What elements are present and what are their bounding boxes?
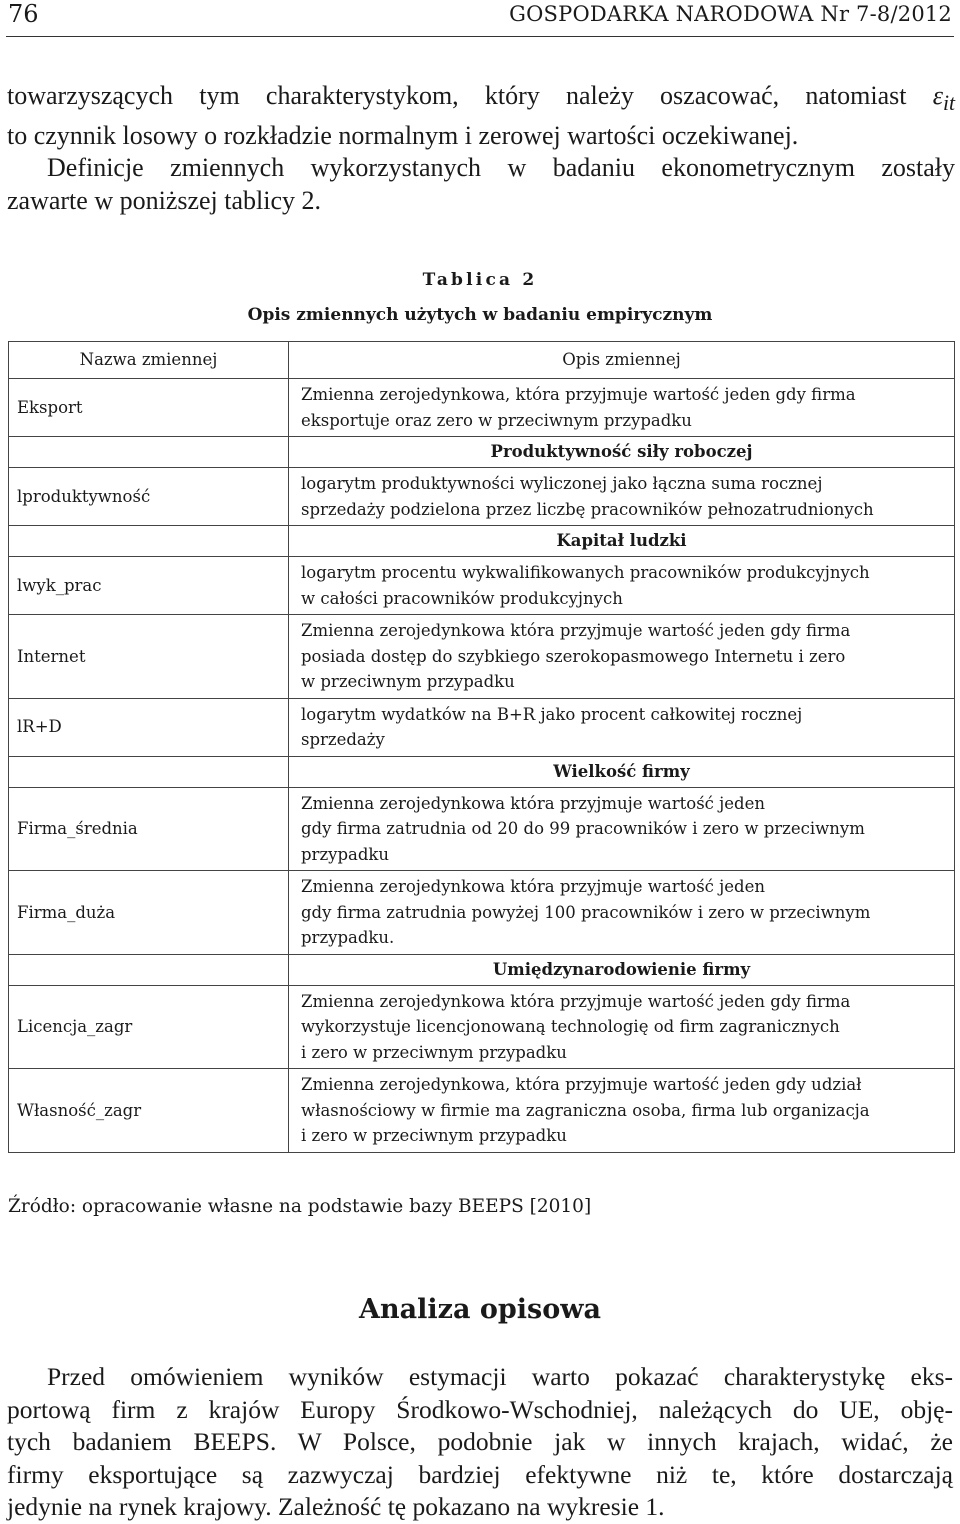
variable-name-cell: Internet [9, 615, 289, 699]
intro-line-4: zawarte w poniższej tablicy 2. [7, 185, 322, 215]
description-line: przypadku [301, 844, 390, 864]
col-header-desc: Opis zmiennej [289, 342, 955, 379]
section-empty-cell [9, 954, 289, 985]
table-section-row [9, 526, 955, 557]
description-line: Zmienna zerojedynkowa która przyjmuje wartość jeden [301, 877, 766, 896]
description-line: i zero w przeciwnym przypadku [301, 1126, 567, 1145]
section-heading-cell: Wielkość firmy [289, 756, 955, 787]
variable-name-cell: Własność_zagr [9, 1069, 289, 1153]
table-row [9, 557, 955, 615]
table-section-row [9, 954, 955, 985]
description-line: Zmienna zerojedynkowa która przyjmuje wartość jeden [301, 793, 766, 813]
variable-name-cell: lproduktywność [9, 468, 289, 526]
section-empty-cell [9, 756, 289, 787]
variable-description-cell [289, 379, 955, 437]
paragraph-line: portową firm z krajów Europy Środkowo-Wschodniej, należących do UE, obję- [7, 1394, 953, 1424]
table-body [9, 379, 955, 1153]
description-line: własnościowy w firmie ma zagraniczna osoba, firma lub organizacja [301, 1100, 870, 1120]
variable-name-cell: Firma_duża [9, 871, 289, 955]
variable-description-cell [289, 468, 955, 526]
description-line: gdy firma zatrudnia od 20 do 99 pracowników i zero w przeciwnym [301, 819, 865, 838]
intro-line-2: to czynnik losowy o rozkładzie normalnym i zerowej wartości oczekiwanej. [7, 120, 799, 150]
table-row [9, 1069, 955, 1153]
variables-table-wrapper [8, 341, 954, 1153]
description-line: Zmienna zerojedynkowa która przyjmuje wartość jeden gdy firma [301, 621, 851, 640]
epsilon-symbol: ε [932, 81, 943, 110]
body-paragraph [7, 1361, 953, 1524]
paragraph-line: Przed omówieniem wyników estymacji warto pokazać charakterystykę eks- [47, 1362, 953, 1391]
table-source: Źródło: opracowanie własne na podstawie bazy BEEPS [2010] [8, 1196, 592, 1217]
variable-name-cell: Licencja_zagr [9, 985, 289, 1069]
section-heading-cell: Produktywność siły roboczej [289, 437, 955, 468]
description-line: wykorzystuje licencjonowaną technologię od firm zagranicznych [301, 1017, 840, 1036]
variables-table [8, 341, 955, 1153]
description-line: logarytm procentu wykwalifikowanych pracowników produkcyjnych [301, 563, 870, 582]
section-heading-cell: Umiędzynarodowienie firmy [289, 954, 955, 985]
description-line: w przeciwnym przypadku [301, 672, 515, 691]
table-row [9, 871, 955, 955]
table-section-row [9, 437, 955, 468]
variable-name-cell: lwyk_prac [9, 557, 289, 615]
epsilon-subscript: it [942, 91, 955, 116]
description-line: w całości pracowników produkcyjnych [301, 588, 623, 608]
table-caption: Tablica 2 [422, 270, 538, 290]
variable-description-cell [289, 557, 955, 615]
intro-text [7, 80, 955, 217]
section-heading: Analiza opisowa [359, 1294, 601, 1325]
page-number: 76 [8, 0, 39, 28]
table-section-row [9, 756, 955, 787]
description-line: przypadku. [301, 928, 395, 947]
running-header: GOSPODARKA NARODOWA Nr 7-8/2012 [509, 2, 952, 26]
variable-description-cell [289, 985, 955, 1069]
description-line: logarytm produktywności wyliczonej jako łączna suma rocznej [301, 474, 823, 493]
variable-description-cell [289, 787, 955, 871]
variable-description-cell [289, 615, 955, 699]
intro-line-3: Definicje zmiennych wykorzystanych w badaniu ekonometrycznym zostały [47, 153, 955, 183]
header-rule [6, 36, 954, 37]
description-line: eksportuje oraz zero w przeciwnym przypadku [301, 410, 692, 430]
variable-name-cell: lR+D [9, 698, 289, 756]
description-line: gdy firma zatrudnia powyżej 100 pracowników i zero w przeciwnym [301, 902, 871, 922]
table-title: Opis zmiennych użytych w badaniu empirycznym [247, 305, 713, 325]
description-line: sprzedaży [301, 730, 385, 749]
description-line: i zero w przeciwnym przypadku [301, 1042, 567, 1062]
variable-name-cell: Eksport [9, 379, 289, 437]
col-header-name: Nazwa zmiennej [9, 342, 289, 379]
paragraph-line: tych badaniem BEEPS. W Polsce, podobnie jak w innych krajach, widać, że [7, 1427, 953, 1456]
description-line: sprzedaży podzielona przez liczbę pracowników pełnozatrudnionych [301, 499, 874, 519]
description-line: Zmienna zerojedynkowa, która przyjmuje wartość jeden gdy udział [301, 1075, 862, 1094]
paragraph-line: jedynie na rynek krajowy. Zależność tę pokazano na wykresie 1. [7, 1492, 665, 1521]
variable-description-cell [289, 1069, 955, 1153]
variable-description-cell [289, 871, 955, 955]
section-heading-cell: Kapitał ludzki [289, 526, 955, 557]
intro-line-1 [7, 80, 955, 120]
variable-description-cell [289, 698, 955, 756]
description-line: logarytm wydatków na B+R jako procent całkowitej rocznej [301, 704, 803, 724]
section-empty-cell [9, 526, 289, 557]
table-row [9, 468, 955, 526]
table-row [9, 615, 955, 699]
description-line: Zmienna zerojedynkowa która przyjmuje wartość jeden gdy firma [301, 991, 851, 1011]
table-row [9, 698, 955, 756]
table-row [9, 787, 955, 871]
intro-line-1-text: towarzyszących tym charakterystykom, który należy oszacować, natomiast [7, 81, 933, 110]
section-empty-cell [9, 437, 289, 468]
table-row [9, 379, 955, 437]
table-header-row [9, 342, 955, 379]
description-line: posiada dostęp do szybkiego szerokopasmowego Internetu i zero [301, 646, 846, 666]
variable-name-cell: Firma_średnia [9, 787, 289, 871]
table-row [9, 985, 955, 1069]
paragraph-line: firmy eksportujące są zazwyczaj bardziej efektywne niż te, które dostarczają [7, 1459, 953, 1489]
description-line: Zmienna zerojedynkowa, która przyjmuje wartość jeden gdy firma [301, 385, 856, 404]
